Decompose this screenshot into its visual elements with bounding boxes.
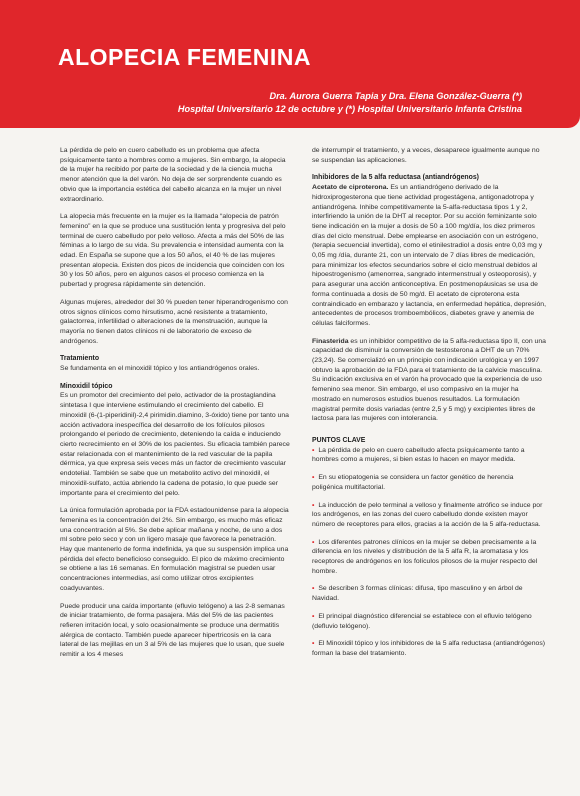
hyperandrogenism-paragraph: Algunas mujeres, alrededor del 30 % pueden tener hiperandrogenismo con otros signos clínicos como hirsutismo, acné resistente a tratamiento, galactorrea, infertilidad o alteraciones de la menstruación, aunque la mayoría no tienen datos clínicos ni de laboratorio de exceso de andrógenos. xyxy=(60,298,288,345)
bullet-icon: • xyxy=(312,640,315,648)
pattern-paragraph: La alopecia más frecuente en la mujer es la llamada “alopecia de patrón femenino” en la que se produce una sustitución lenta y progresiva del pelo terminal de cuero cabelludo por pelo velloso. Afecta a más del 50% de las féminas a lo largo de su vida. Su prevalencia e intensidad aumenta con la edad. En España se supone que a los 50 años, el 40 % de las mujeres presentan alopecia. Existen dos picos de incidencia que coinciden con los 30 y los 50 años, pero en algunos casos el proceso comienza en la pubertad y progresa rápidamente sin detención. xyxy=(60,213,286,289)
list-item: • En su etiopatogenia se considera un factor genético de herencia poligénica multifactorial. xyxy=(312,474,514,491)
treatment-paragraph: Se fundamenta en el minoxidil tópico y los antiandrógenos orales. xyxy=(60,365,260,373)
list-item: • La pérdida de pelo en cuero cabelludo afecta psíquicamente tanto a hombres como a mujeres, si bien estas lo hacen en mayor medida. xyxy=(312,446,525,464)
bullet-icon: • xyxy=(312,446,315,454)
authors-block xyxy=(178,90,522,116)
list-item: • Los diferentes patrones clínicos en la mujer se deben precisamente a la diferencia en los niveles y distribución de la 5 alfa R, la aromatasa y los receptores de andrógenos en los folículos pilosos de la mujer respecto del hombre. xyxy=(312,538,538,575)
section-heading-minoxidil: Minoxidil tópico xyxy=(60,382,113,390)
list-item: • La inducción de pelo terminal a velloso y finalmente atrófico se induce por los andrógenos, en las zonas del cuero cabelludo donde existen mayor número de receptores para ellos, gracias a la acción de la 5 alfa-reductasa. xyxy=(312,501,543,528)
bullet-icon: • xyxy=(312,474,315,482)
intro-paragraph: La pérdida de pelo en cuero cabelludo es un problema que afecta psíquicamente tanto a hombres como a mujeres. Sin embargo, la alopecia de la mujer ha recibido por parte de la sociedad y de la ciencia mucha menor atención que la del varón. No deja de ser sorprendente cuando es obvio que la importancia estética del cabello alcanza en la mujer un nivel extraordinario. xyxy=(60,147,286,203)
page-title: ALOPECIA FEMENINA xyxy=(58,44,311,70)
ciproterona-paragraph xyxy=(312,183,546,329)
term-ciproterona: Acetato de ciproterona. xyxy=(312,184,389,192)
bullet-icon: • xyxy=(312,585,315,593)
formulation-paragraph: La única formulación aprobada por la FDA estadounidense para la alopecia femenina es la concentración del 2%. Sin embargo, es mucho más eficaz una concentración al 5%. Se debe aplicar mañana y noche, de uno a dos ml sobre pelo seco y con un ligero masaje que favorece la penetración. Hay que mantenerlo de forma indefinida, ya que su suspensión implica una pérdida del efecto beneficioso conseguido. El pico de máximo crecimiento se obtiene a las 16 semanas. En formulación magistral se pueden usar concentraciones intermedias, así como utilizar otros excipientes coadyuvantes. xyxy=(60,507,289,592)
list-item: • El principal diagnóstico diferencial se establece con el efluvio telógeno (defluvio telógeno). xyxy=(312,612,532,630)
key-points-list xyxy=(312,446,546,659)
ciproterona-text: Es un antiandrógeno derivado de la hidroxiprogesterona que tiene actividad progestágena, antigonadotropa y antiandrógena. Inhibe competitivamente la 5-alfa-reductasa tipos 1 y 2, interfiriendo la unión de la DHT al receptor. Por su acción feminizante solo tiene indicación en la mujer a dosis de 50 a 100 mg/día, los diez primeros días del ciclo menstrual. Debe emplearse en asociación con un estrógeno, (terapia secuencial invertida), como el etinilestradiol a dosis entre 0,03 mg y 0,05 mg /día, durante 21, con un intervalo de 7 días libres de medicación, para minimizar los efectos secundarios sobre el ciclo menstrual debidos al hipoestrogenismo (amenorrea, sangrado intermenstrual y osteoporosis), y para asegurar una acción anticonceptiva. En postmenopáusicas se usa de forma continuada a dosis de 50 mg/d. El acetato de ciproterona esta contraindicado en embarazo y lactancia, en enfermedad hepática, depresión, antecedentes de procesos tromboembólicos, diabetes grave y anemia de células falciformes. xyxy=(312,184,546,327)
authors-names: Dra. Aurora Guerra Tapia y Dra. Elena González-Guerra (*) xyxy=(269,91,522,101)
bullet-icon: • xyxy=(312,501,315,509)
term-finasterida: Finasterida xyxy=(312,337,349,345)
finasterida-text: es un inhibidor competitivo de la 5 alfa-reductasa tipo II, con una capacidad de disminuir la conversión de testosterona a DHT de un 70% (23,24). Se comercializó en un principio con indicación urológica y en 1997 obtuvo la aprobación de la FDA para el tratamiento de la calvicie masculina. Su indicación exclusiva en el varón ha provocado que la experiencia de uso femenino sea menor. Sin embargo, el uso compasivo en la mujer ha mostrado en numerosos estudios buenos resultados. La formulación magistral permite dosis variadas (entre 2,5 y 5 mg) y excipientes libres de lactosa para las mujeres con intolerancia. xyxy=(312,337,546,423)
authors-affiliation: Hospital Universitario 12 de octubre y (*) Hospital Universitario Infanta Cristina xyxy=(177,104,522,114)
finasterida-paragraph xyxy=(312,337,546,424)
bullet-icon: • xyxy=(312,538,315,546)
right-column xyxy=(312,146,546,667)
section-heading-tratamiento: Tratamiento xyxy=(60,355,100,363)
continuation-paragraph: de interrumpir el tratamiento, y a veces, desaparece igualmente aunque no se suspendan las aplicaciones. xyxy=(312,147,540,164)
bullet-icon: • xyxy=(312,612,315,620)
left-column xyxy=(60,146,290,668)
minoxidil-paragraph: Es un promotor del crecimiento del pelo, activador de la prostaglandina sintetasa I que interviene estimulando el crecimiento del cabello. El minoxidil (6-(1-piperidinil)-2,4 pirimidin.diamino, 3-óxido) tiene por tanto una acción activadora inespecífica del desarrollo de los folículos pilosos prolongando el periodo de crecimiento, deteniendo la caída e induciendo cierto recrecimiento en el 30% de los pacientes. Su eficacia también parece estar relacionada con el mantenimiento de la red vascular de la papila dérmica, ya que expresa seis veces más un factor de crecimiento vascular endotelial. También se sabe que un metabolito activo del minoxidil, el minoxidil-sulfato, actúa abriendo la cadena de potasio, lo que puede ser importante para el crecimiento del pelo. xyxy=(60,392,290,497)
side-effects-paragraph: Puede producir una caída importante (efluvio telógeno) a las 2-8 semanas de iniciar tratamiento, de forma pasajera. Más del 5% de las pacientes refieren irritación local, y solo ocasionalmente se produce una dermatitis alérgica de contacto. También puede aparecer hipertricosis en la cara lateral de las mejillas en un 3 al 5% de las mujeres que lo usan, que suele remitir a los 4 meses xyxy=(60,602,285,659)
section-heading-inhibidores: Inhibidores de la 5 alfa reductasa (antiandrógenos) xyxy=(312,174,479,182)
list-item: • Se describen 3 formas clínicas: difusa, tipo masculino y en árbol de Navidad. xyxy=(312,585,523,603)
header-banner xyxy=(0,0,580,128)
list-item: • El Minoxidil tópico y los inhibidores de la 5 alfa reductasa (antiandrógenos) forman la base del tratamiento. xyxy=(312,640,546,657)
section-heading-puntos-clave: PUNTOS CLAVE xyxy=(312,436,366,444)
